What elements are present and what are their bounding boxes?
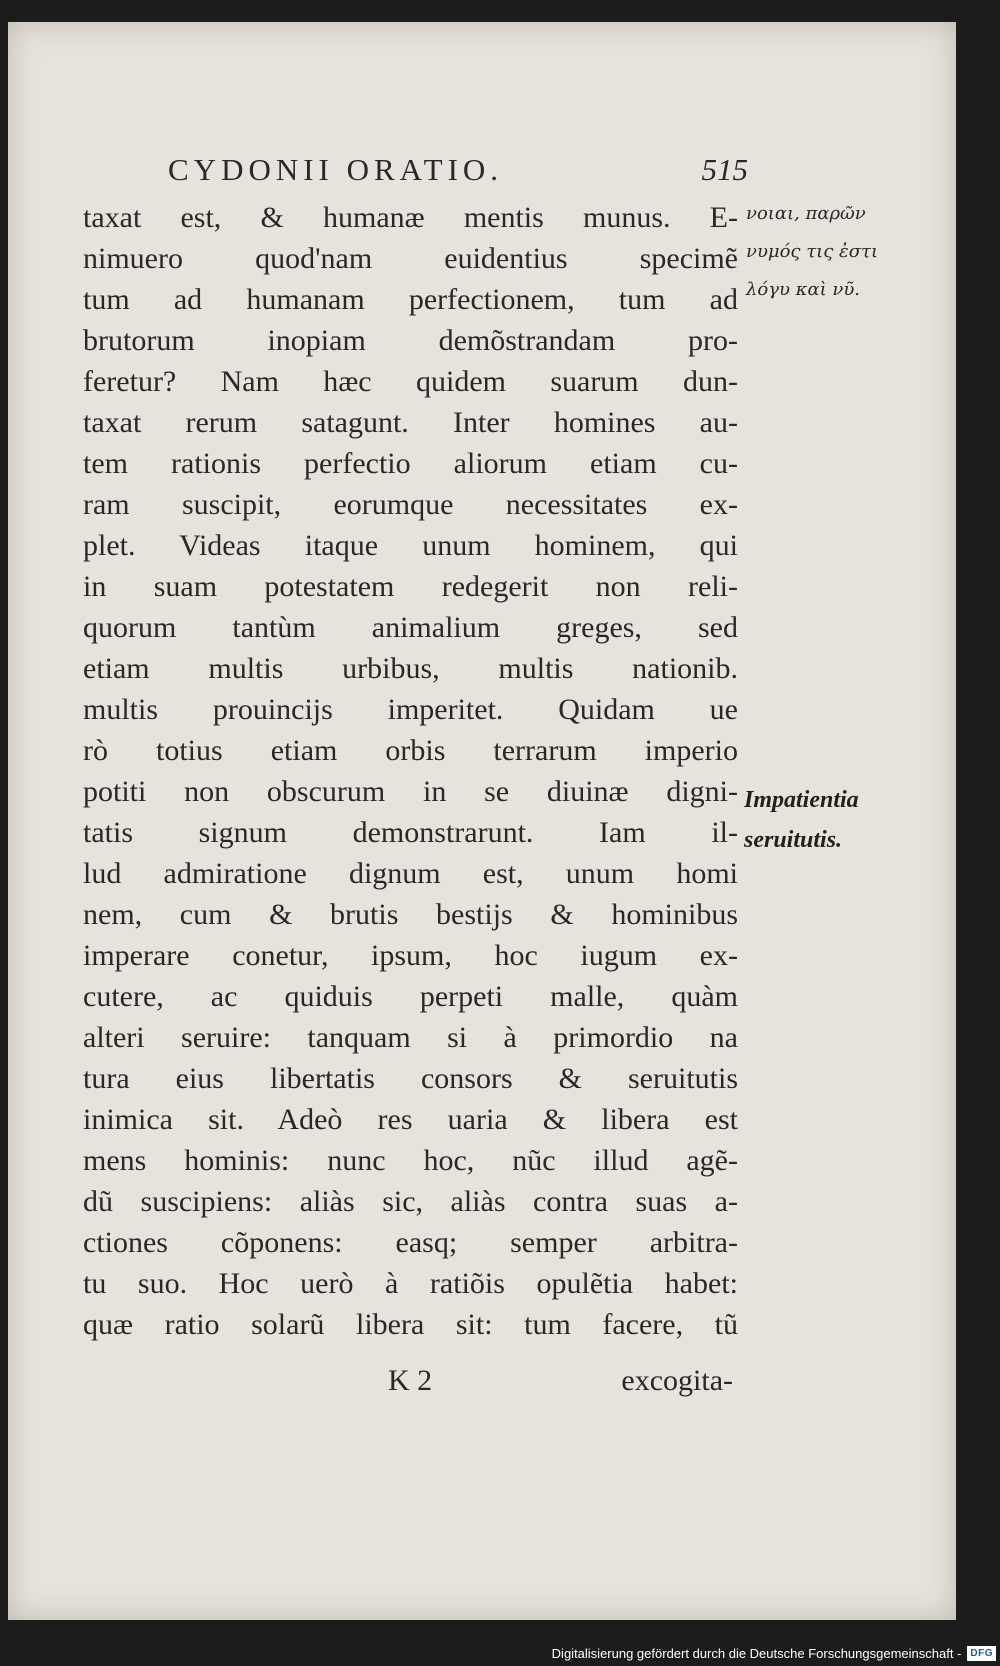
text-line: ram suscipit, eorumque necessitates ex-	[83, 488, 738, 521]
text-line: brutorum inopiam demõstrandam pro-	[83, 324, 738, 357]
text-line: tu suo. Hoc uerò à ratiõis opulẽtia habet:	[83, 1267, 738, 1300]
running-header	[168, 152, 748, 188]
greek-marginalia	[746, 195, 878, 309]
credit-text: Digitalisierung gefördert durch die Deutsche Forschungsgemeinschaft -	[551, 1645, 962, 1661]
greek-gloss-line: νυμός τις ἐστι	[746, 241, 879, 262]
page-number: 515	[701, 152, 748, 187]
text-line: nem, cum & brutis bestijs & hominibus	[83, 898, 738, 931]
text-line: cutere, ac quiduis perpeti malle, quàm	[83, 980, 738, 1013]
body-text	[83, 197, 738, 1345]
digitization-credit	[552, 1642, 996, 1664]
text-line: tum ad humanam perfectionem, tum ad	[83, 283, 738, 316]
text-line: feretur? Nam hæc quidem suarum dun-	[83, 365, 738, 398]
text-line: alteri seruire: tanquam si à primordio na	[83, 1021, 738, 1054]
text-line: mens hominis: nunc hoc, nũc illud agẽ-	[83, 1144, 738, 1177]
text-line: ctiones cõponens: easq; semper arbitra-	[83, 1226, 738, 1259]
text-line: quorum tantùm animalium greges, sed	[83, 611, 738, 644]
margin-note-line: Impatientia	[744, 787, 859, 813]
text-line: dũ suscipiens: aliàs sic, aliàs contra suas a-	[83, 1185, 738, 1218]
text-line: rò totius etiam orbis terrarum imperio	[83, 734, 738, 767]
text-line: taxat rerum satagunt. Inter homines au-	[83, 406, 738, 439]
greek-gloss-line: νοιαι, παρῶν	[746, 203, 866, 224]
catchword: excogita-	[621, 1364, 733, 1397]
signature-mark: K 2	[388, 1364, 433, 1397]
margin-note-line: seruitutis.	[744, 827, 843, 853]
text-line: multis prouincijs imperitet. Quidam ue	[83, 693, 738, 726]
greek-gloss-line: λόγυ καὶ νῦ.	[746, 279, 861, 300]
text-line: potiti non obscurum in se diuinæ digni-	[83, 775, 738, 808]
text-line: taxat est, & humanæ mentis munus. E-	[83, 201, 738, 234]
margin-note	[744, 780, 859, 860]
text-line: tatis signum demonstrarunt. Iam il-	[83, 816, 738, 849]
text-line: tura eius libertatis consors & seruitutis	[83, 1062, 738, 1095]
text-line: plet. Videas itaque unum hominem, qui	[83, 529, 738, 562]
text-line: lud admiratione dignum est, unum homi	[83, 857, 738, 890]
text-line: inimica sit. Adeò res uaria & libera est	[83, 1103, 738, 1136]
book-page	[8, 22, 956, 1620]
text-line: tem rationis perfectio aliorum etiam cu-	[83, 447, 738, 480]
text-line: etiam multis urbibus, multis nationib.	[83, 652, 738, 685]
text-line: nimuero quod'nam euidentius specimẽ	[83, 242, 738, 275]
catchword-line	[388, 1364, 733, 1398]
running-title: CYDONII ORATIO.	[168, 152, 504, 187]
dfg-logo: DFG	[967, 1646, 996, 1661]
text-line: imperare conetur, ipsum, hoc iugum ex-	[83, 939, 738, 972]
text-line: in suam potestatem redegerit non reli-	[83, 570, 738, 603]
text-line: quæ ratio solarũ libera sit: tum facere, tũ	[83, 1308, 738, 1341]
